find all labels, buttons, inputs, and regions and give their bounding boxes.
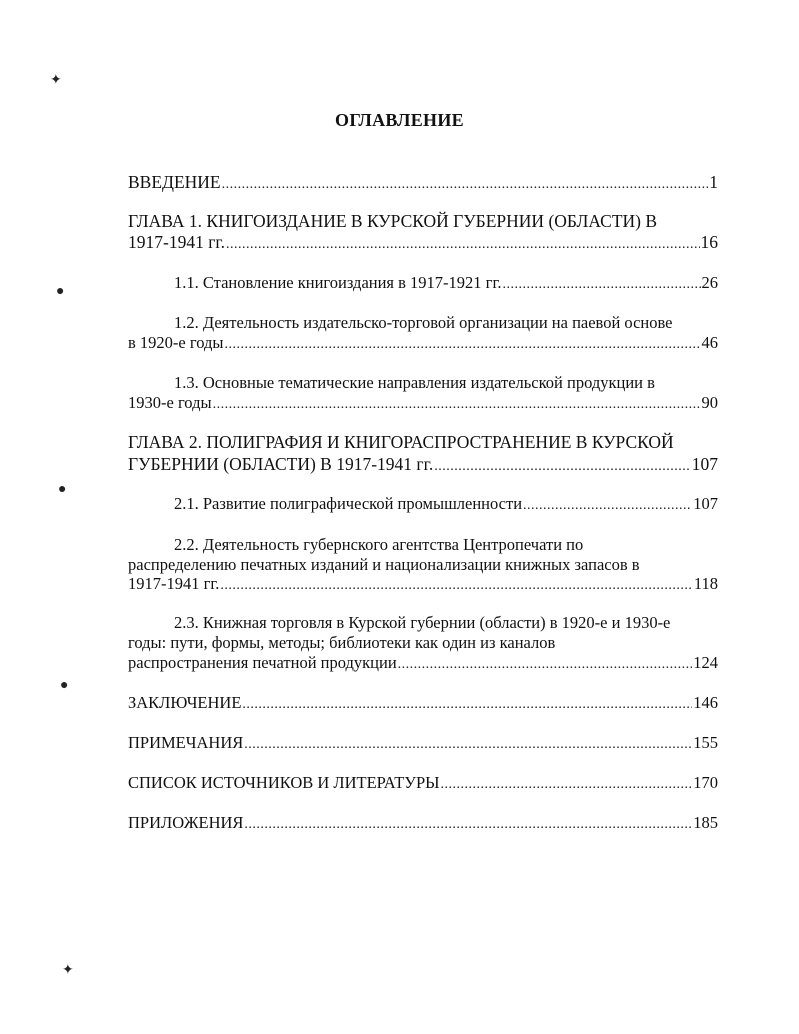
toc-entry-2-1[interactable]: 2.1. Развитие полиграфической промышленности ..... 107 (128, 494, 718, 516)
dot-leader (220, 576, 692, 596)
dot-leader (523, 496, 692, 516)
dot-leader (434, 457, 691, 477)
toc-entry-appendix[interactable]: ПРИЛОЖЕНИЯ ..... 185 (128, 813, 718, 835)
scan-speck-icon: ● (56, 284, 65, 299)
toc-entry-1-1[interactable]: 1.1. Становление книгоиздания в 1917-1921 гг. ..... 26 (128, 273, 718, 295)
toc-entry-conclusion[interactable]: ЗАКЛЮЧЕНИЕ ..... 146 (128, 693, 718, 715)
dot-leader (502, 275, 700, 295)
dot-leader (244, 815, 692, 835)
dot-leader (242, 695, 692, 715)
scan-speck-icon: ✦ (62, 963, 74, 978)
dot-leader (213, 395, 701, 415)
toc-entry-notes[interactable]: ПРИМЕЧАНИЯ ..... 155 (128, 733, 718, 755)
dot-leader (222, 175, 709, 195)
dot-leader (244, 735, 692, 755)
toc-entry-sources[interactable]: СПИСОК ИСТОЧНИКОВ И ЛИТЕРАТУРЫ ..... 170 (128, 773, 718, 795)
dot-leader (226, 235, 700, 255)
dot-leader (224, 335, 700, 355)
dot-leader (398, 655, 693, 675)
scan-speck-icon: ● (60, 678, 69, 693)
page-title: ОГЛАВЛЕНИЕ (335, 110, 464, 130)
toc-entry-intro[interactable]: ВВЕДЕНИЕ ..... 1 (128, 172, 718, 195)
scan-speck-icon: ● (58, 482, 67, 497)
scan-speck-icon: ✦ (50, 73, 62, 88)
dot-leader (441, 775, 693, 795)
document-page: ✦ ● ● ● ✦ ОГЛАВЛЕНИЕ ВВЕДЕНИЕ ..... 1 ГЛАВА 1. КНИГОИЗДАНИЕ В КУРСКОЙ ГУБЕРНИИ (ОБЛАСТИ) В 1917-1941 гг. ..... 16 1.1. Становление книгоиздания в 1917-1921 гг. ..... 26 1.2. Деятельность издательско-торговой организации на паевой основе в 1920-е годы ..... 46 1.3. Основные тематические направления издательской продукции в 1930-е годы ..... 90 ГЛАВА 2. ПОЛИГРАФИЯ И КНИГОРАСПРОСТРАНЕНИЕ В КУРСКОЙ ГУБЕРНИИ (ОБЛАСТИ) В 1917-1941 гг. ..... 107 2.1. Развитие полиграфической промышленности ..... 107 2.2. Деятельность губернского агентства Центропечати по распределению печатных изданий и национализации книжных запасов в 1917-1941 гг. ..... 118 2.3. Книжная торговля в Курской губернии (области) в 1920-е и 1930-е годы: пути, формы, методы; библиотеки как один из каналов распространения печатной продукции ..... 124 ЗАКЛЮЧЕНИЕ ..... 146 ПРИМЕЧАНИЯ ..... 155 СПИСОК ИСТОЧНИКОВ И ЛИТЕРАТУРЫ ..... 170 ПРИЛОЖЕНИЯ ..... 185 (0, 0, 799, 1034)
